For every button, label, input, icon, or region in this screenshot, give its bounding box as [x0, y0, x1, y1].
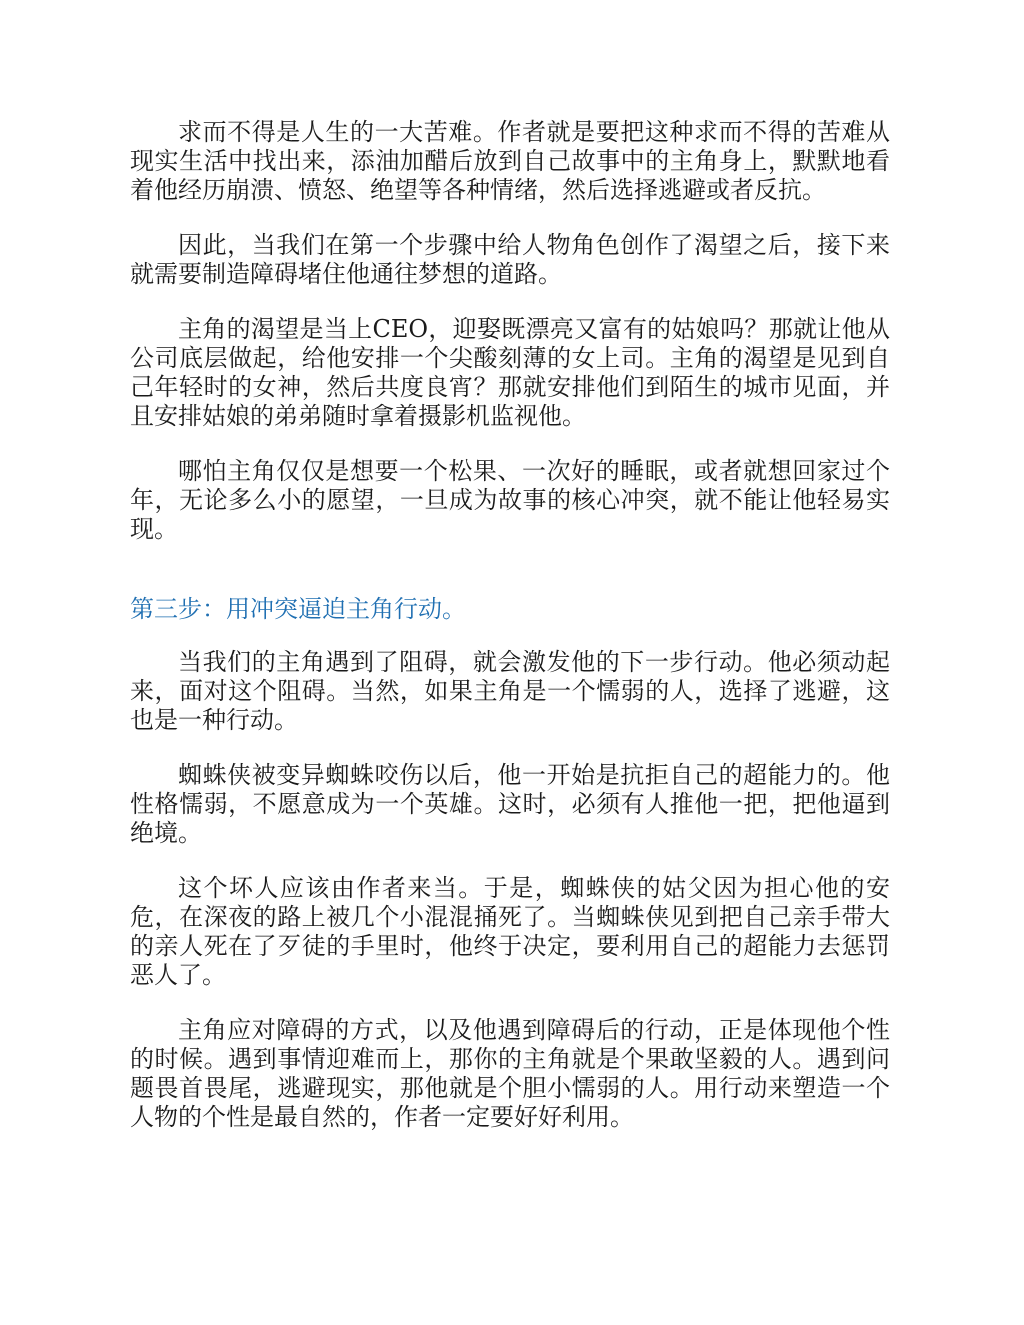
paragraph: 主角的渴望是当上CEO，迎娶既漂亮又富有的姑娘吗？那就让他从公司底层做起，给他安排一个尖酸刻薄的女上司。主角的渴望是见到自己年轻时的女神，然后共度良宵？那就安排他们到陌生的城市见面，并且安排姑娘的弟弟随时拿着摄影机监视他。	[130, 315, 890, 430]
document-page	[130, 118, 890, 1158]
paragraph: 当我们的主角遇到了阻碍，就会激发他的下一步行动。他必须动起来，面对这个阻碍。当然，如果主角是一个懦弱的人，选择了逃避，这也是一种行动。	[130, 648, 890, 734]
paragraph: 求而不得是人生的一大苦难。作者就是要把这种求而不得的苦难从现实生活中找出来，添油加醋后放到自己故事中的主角身上，默默地看着他经历崩溃、愤怒、绝望等各种情绪，然后选择逃避或者反抗。	[130, 118, 890, 204]
paragraph: 因此，当我们在第一个步骤中给人物角色创作了渴望之后，接下来就需要制造障碍堵住他通往梦想的道路。	[130, 231, 890, 288]
paragraph: 主角应对障碍的方式，以及他遇到障碍后的行动，正是体现他个性的时候。遇到事情迎难而上，那你的主角就是个果敢坚毅的人。遇到问题畏首畏尾，逃避现实，那他就是个胆小懦弱的人。用行动来塑造一个人物的个性是最自然的，作者一定要好好利用。	[130, 1016, 890, 1131]
paragraph: 这个坏人应该由作者来当。于是，蜘蛛侠的姑父因为担心他的安危，在深夜的路上被几个小混混捅死了。当蜘蛛侠见到把自己亲手带大的亲人死在了歹徒的手里时，他终于决定，要利用自己的超能力去惩罚恶人了。	[130, 874, 890, 989]
paragraph: 蜘蛛侠被变异蜘蛛咬伤以后，他一开始是抗拒自己的超能力的。他性格懦弱，不愿意成为一个英雄。这时，必须有人推他一把，把他逼到绝境。	[130, 761, 890, 847]
section-heading: 第三步：用冲突逼迫主角行动。	[130, 595, 466, 623]
paragraph: 哪怕主角仅仅是想要一个松果、一次好的睡眠，或者就想回家过个年，无论多么小的愿望，一旦成为故事的核心冲突，就不能让他轻易实现。	[130, 457, 890, 543]
